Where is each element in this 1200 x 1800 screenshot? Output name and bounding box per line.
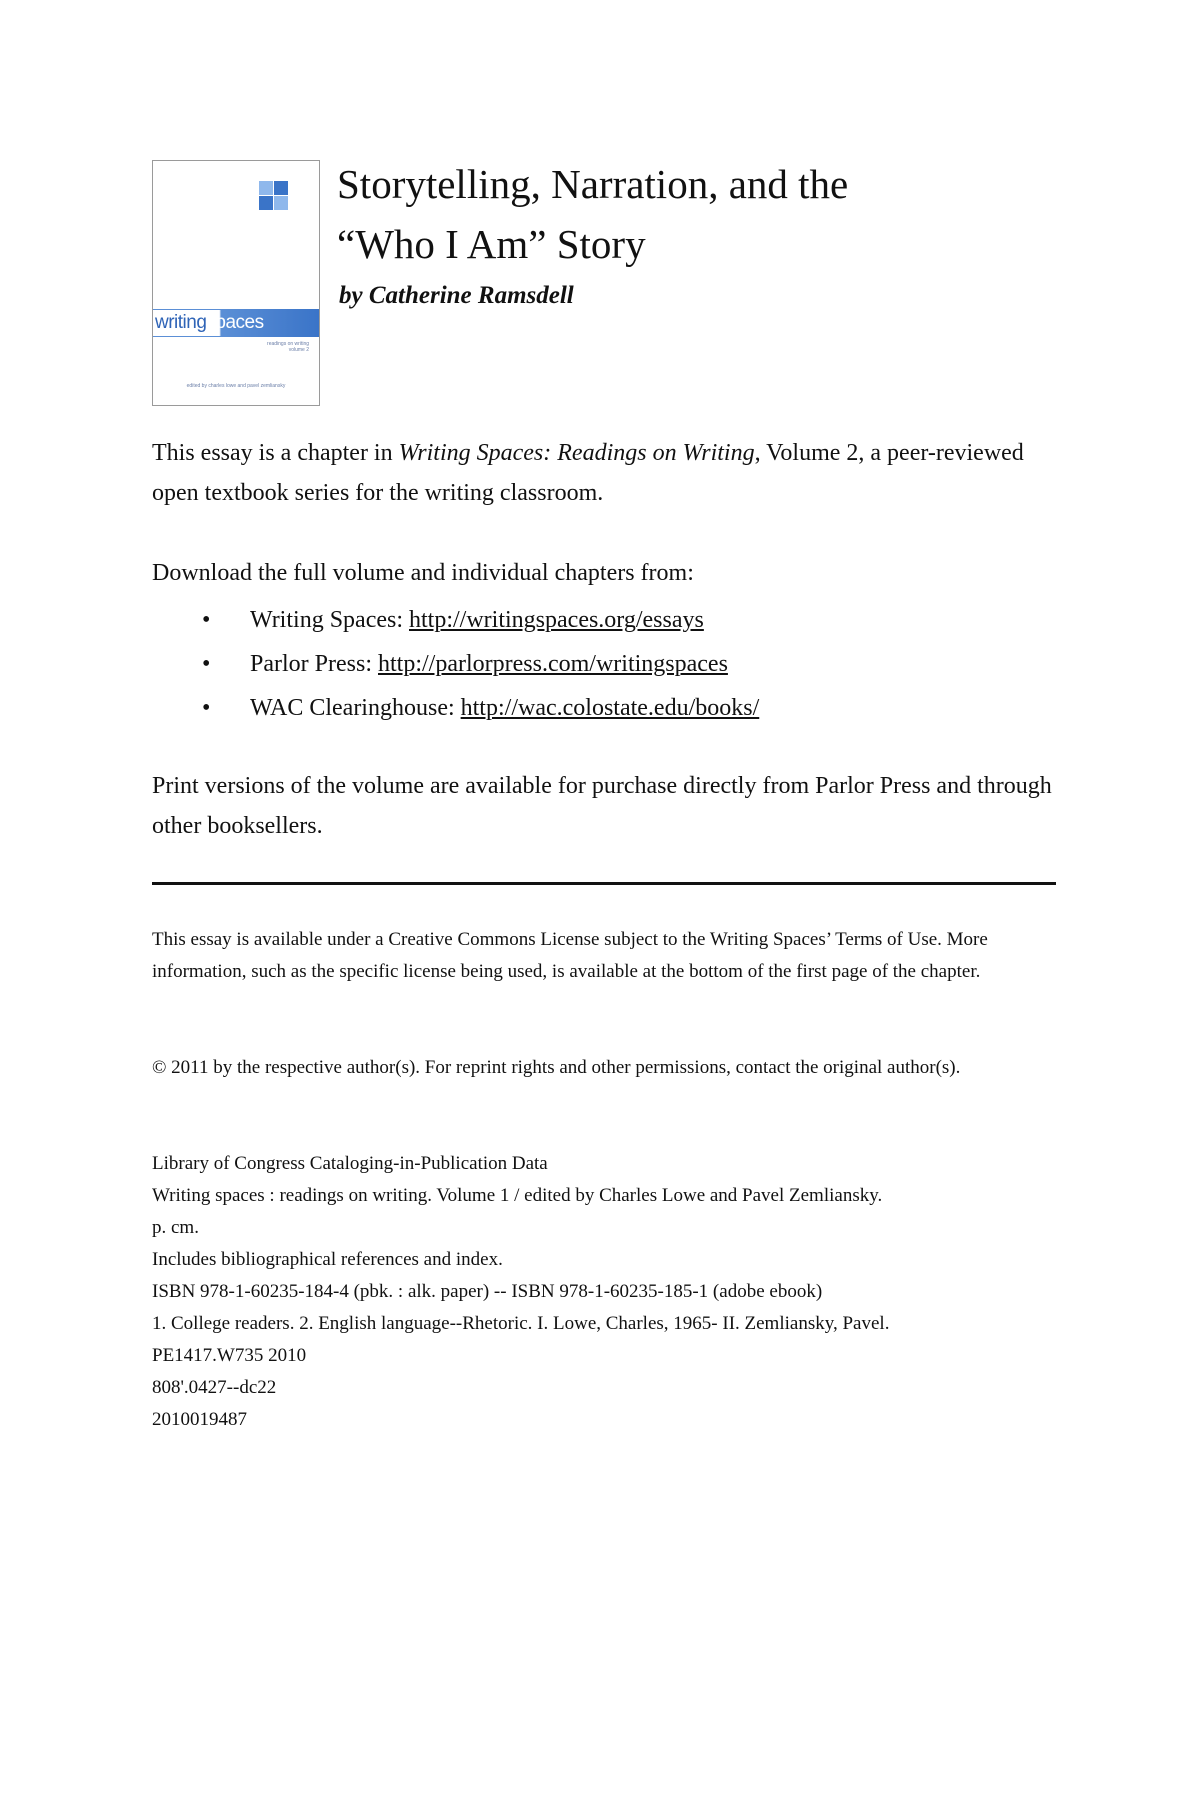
cataloging-data <box>152 1148 1052 1436</box>
writing-spaces-logo-icon <box>259 181 289 211</box>
list-item <box>152 598 759 642</box>
list-item <box>152 686 759 730</box>
link-label: WAC Clearinghouse: <box>250 695 461 721</box>
cip-line: PE1417.W735 2010 <box>152 1345 307 1366</box>
cip-line: Writing spaces : readings on writing. Volume 1 / edited by Charles Lowe and Pavel Zemliansky. <box>152 1185 883 1206</box>
cip-line: ISBN 978-1-60235-184-4 (pbk. : alk. paper) -- ISBN 978-1-60235-185-1 (adobe ebook) <box>152 1281 823 1302</box>
cover-editors: edited by charles lowe and pavel zemliansky <box>186 383 286 389</box>
horizontal-divider <box>152 882 1056 885</box>
cip-line: 808'.0427--dc22 <box>152 1377 277 1398</box>
book-title: Writing Spaces: Readings on Writing <box>398 440 755 466</box>
author-byline: by Catherine Ramsdell <box>339 282 574 309</box>
book-cover-thumbnail <box>152 160 320 406</box>
copyright-paragraph: © 2011 by the respective author(s). For reprint rights and other permissions, contact the original author(s). <box>152 1057 961 1078</box>
link-label: Writing Spaces: <box>250 607 409 633</box>
cip-line: Includes bibliographical references and index. <box>152 1249 503 1270</box>
link-label: Parlor Press: <box>250 651 378 677</box>
download-label: Download the full volume and individual chapters from: <box>152 560 694 586</box>
list-item <box>152 642 759 686</box>
writing-spaces-link[interactable]: http://writingspaces.org/essays <box>409 607 704 633</box>
cip-line: 2010019487 <box>152 1409 247 1430</box>
cip-line: Library of Congress Cataloging-in-Publication Data <box>152 1153 548 1174</box>
chapter-title-line-2: “Who I Am” Story <box>337 221 646 267</box>
print-versions-paragraph: Print versions of the volume are available for purchase directly from Parlor Press and through other booksellers. <box>152 773 1052 839</box>
bullet-icon: • <box>202 651 211 677</box>
wac-clearinghouse-link[interactable]: http://wac.colostate.edu/books/ <box>460 695 760 721</box>
cip-line: 1. College readers. 2. English language--Rhetoric. I. Lowe, Charles, 1965- II. Zemliansky, Pavel. <box>152 1313 890 1334</box>
chapter-title <box>337 154 1057 274</box>
cip-line: p. cm. <box>152 1217 199 1238</box>
bullet-icon: • <box>202 607 211 633</box>
chapter-title-line-1: Storytelling, Narration, and the <box>337 161 849 207</box>
cover-subtitle: readings on writing volume 2 <box>267 341 309 353</box>
intro-paragraph: This essay is a chapter in Writing Spaces: Readings on Writing, Volume 2, a peer-reviewed open textbook series for the writing classroom. <box>152 440 1024 506</box>
cover-title: writingspaces <box>155 312 264 333</box>
parlor-press-link[interactable]: http://parlorpress.com/writingspaces <box>378 651 728 677</box>
download-links-list <box>152 598 759 730</box>
bullet-icon: • <box>202 695 211 721</box>
license-paragraph: This essay is available under a Creative Commons License subject to the Writing Spaces’ Terms of Use. More information, such as the specific license being used, is available at the bottom of the first page of the chapter. <box>152 929 988 982</box>
